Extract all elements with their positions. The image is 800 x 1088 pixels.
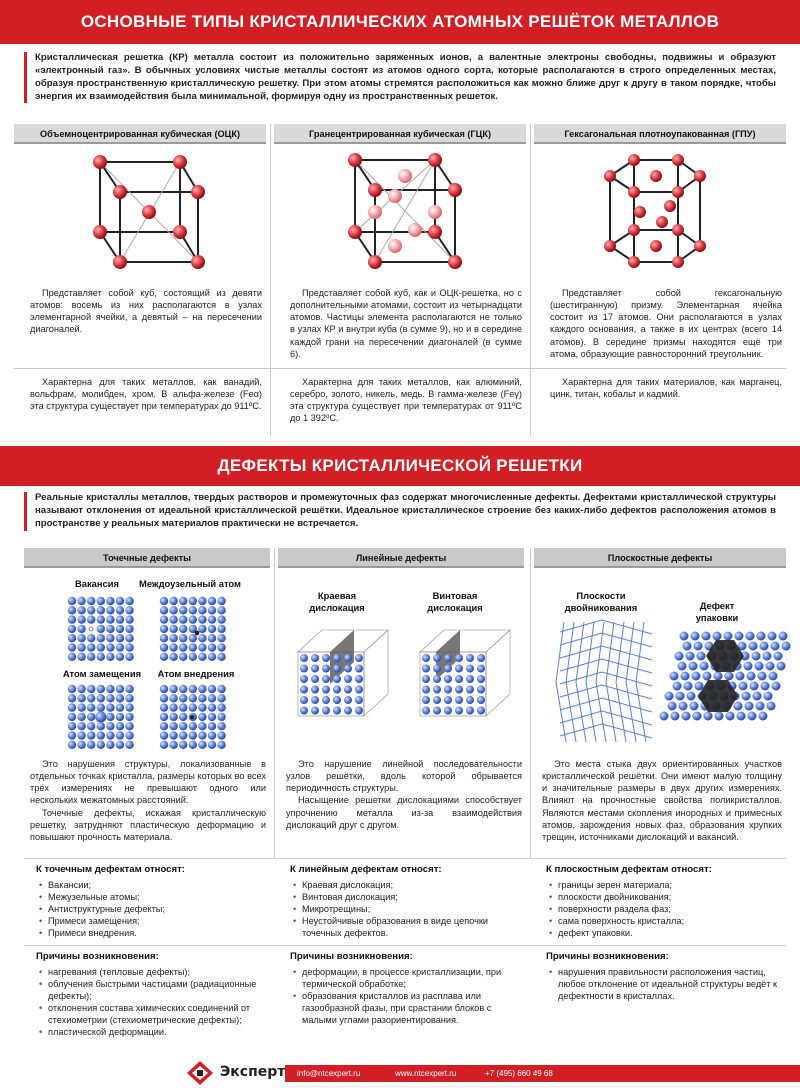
screw-dislocation-label: Винтовая дислокация xyxy=(427,590,483,614)
list-item: • плоскости двойникования; xyxy=(546,891,782,903)
linear-defects-column xyxy=(278,548,524,568)
interstitial-lattice-diagram xyxy=(158,596,228,662)
hcp-column xyxy=(534,124,786,144)
point-defects-list: К точечным дефектам относят: • Вакансии; • Межузельные атомы; • Антиструктурные дефекты; • Примеси замещения; • Примеси внедрения. xyxy=(36,864,266,939)
phone-number: +7 (495) 660 49 68 xyxy=(485,1069,553,1078)
fcc-lattice-diagram xyxy=(345,150,475,270)
insertion-label: Атом внедрения xyxy=(157,668,235,679)
list-item: • дефект упаковки. xyxy=(546,927,782,939)
email-link[interactable]: info@ntcexpert.ru xyxy=(297,1069,361,1078)
twin-planes-label: Плоскости двойникования xyxy=(564,590,638,614)
divider xyxy=(530,548,531,858)
bcc-lattice-diagram xyxy=(80,150,210,270)
linear-defects-list: К линейным дефектам относят: • Краевая дислокация; • Винтовая дислокация; • Микротрещины; • Неустойчивые образования в виде цепочки точечных дефектов. xyxy=(290,864,522,939)
bcc-metals: Характерна для таких металлов, как ванадий, вольфрам, молибден, хром. В альфа-железе (Feα) эта структура существует при температурах до 911ºС. xyxy=(30,377,262,412)
hcp-metals: Характерна для таких материалов, как марганец, цинк, титан, кобальт и кадмий. xyxy=(550,377,782,400)
list-item: • Антиструктурные дефекты; xyxy=(36,903,266,915)
substitution-lattice-diagram xyxy=(66,684,136,750)
list-item: • деформации, в процессе кристаллизации, при термической обработке; xyxy=(290,966,524,990)
divider xyxy=(274,548,275,858)
list-item: • Винтовая дислокация; xyxy=(290,891,522,903)
edge-dislocation-diagram xyxy=(292,618,392,718)
section1-title: ОСНОВНЫЕ ТИПЫ КРИСТАЛЛИЧЕСКИХ АТОМНЫХ РЕШЁТОК МЕТАЛЛОВ xyxy=(0,0,800,44)
divider xyxy=(270,124,271,436)
linear-defects-causes: Причины возникновения: • деформации, в процессе кристаллизации, при термической обработке; • образования кристаллов из расплава или газообразной фазы, при срастании блоков с малыми углами разориентирования. xyxy=(290,951,524,1026)
list-item: • Примеси замещения; xyxy=(36,915,266,927)
list-item: • Вакансии; xyxy=(36,879,266,891)
point-defects-heading: Точечные дефекты xyxy=(24,548,270,568)
edge-dislocation-label: Краевая дислокация xyxy=(309,590,365,614)
list-item: • сама поверхность кристалла; xyxy=(546,915,782,927)
linear-defects-description: Это нарушение линейной последовательности узлов решётки, вдоль которой обрывается периодичность структуры. Насыщение решетки дислокациями способствует упрочнению металла из-за взаимодействия дислокаций друг с другом. xyxy=(286,759,522,830)
screw-dislocation-diagram xyxy=(414,618,514,718)
list-item: • поверхности раздела фаз; xyxy=(546,903,782,915)
interstitial-label: Междоузельный атом xyxy=(139,578,241,589)
planar-defects-list: К плоскостным дефектам относят: • границы зерен материала; • плоскости двойникования; • поверхности раздела фаз; • сама поверхность кристалла; • дефект упаковки. xyxy=(546,864,782,939)
linear-defects-heading: Линейные дефекты xyxy=(278,548,524,568)
section2-intro: Реальные кристаллы металлов, твердых растворов и промежуточных фаз содержат многочисленные дефекты. Дефектами кристаллической структуры называют отклонения от идеальной кристаллической решётки. Идеальное кристаллическое строение без каких-либо дефектов расположения атомов в пространстве у реальных материалов практически не встречается. xyxy=(24,492,776,531)
point-defects-column xyxy=(24,548,270,568)
divider xyxy=(24,858,786,859)
hcp-heading: Гексагональная плотноупакованная (ГПУ) xyxy=(534,124,786,144)
list-item: • пластической деформации. xyxy=(36,1026,268,1038)
list-item: • Неустойчивые образования в виде цепочки точечных дефектов. xyxy=(290,915,522,939)
fcc-heading: Гранецентрированная кубическая (ГЦК) xyxy=(274,124,526,144)
footer xyxy=(0,1058,800,1088)
list-item: • границы зерен материала; xyxy=(546,879,782,891)
list-item: • отклонения состава химических соединений от стехиометрии (стехиометрические дефекты); xyxy=(36,1002,268,1026)
divider xyxy=(530,124,531,436)
twin-planes-diagram xyxy=(556,618,656,748)
vacancy-label: Вакансия xyxy=(74,578,119,589)
list-item: • облучения быстрыми частицами (радиационные дефекты); xyxy=(36,978,268,1002)
list-item: • образования кристаллов из расплава или газообразной фазы, при срастании блоков с малыми углами разориентирования. xyxy=(290,990,524,1026)
list-item: • нагревания (тепловые дефекты); xyxy=(36,966,268,978)
divider xyxy=(24,945,786,946)
insertion-lattice-diagram xyxy=(158,684,228,750)
point-defects-description: Это нарушения структуры, локализованные в отдельных точках кристалла, размеры которых во всех трёх измерениях не превышают одного или нескольких межатомных расстояний. Точечные дефекты, искажая кристаллическую решетку, затрудняют пластическую деформацию и повышают прочность материала. xyxy=(30,759,266,842)
substitution-label: Атом замещения xyxy=(62,668,142,679)
divider xyxy=(14,368,786,369)
fcc-metals: Характерна для таких металлов, как алюминий, серебро, золото, никель, медь. В гамма-железе (Feγ) эта структура существует при температурах от 911ºС до 1 392ºС. xyxy=(290,377,522,424)
vacancy-lattice-diagram xyxy=(66,596,136,662)
list-item: • Микротрещины; xyxy=(290,903,522,915)
section2-title: ДЕФЕКТЫ КРИСТАЛЛИЧЕСКОЙ РЕШЕТКИ xyxy=(0,446,800,486)
fcc-description: Представляет собой куб, как и ОЦК-решетка, но с дополнительными атомами, состоит из четырнадцати атомов. Частицы элемента располагаются не только в узлах КР и внутри куба (в сумме 9), но и в середине каждой грани на пересечении диагоналей (в сумме 6). xyxy=(290,288,522,359)
company-logo xyxy=(186,1060,286,1086)
logo-icon xyxy=(186,1060,214,1086)
planar-defects-causes: Причины возникновения: • нарушения правильности расположения частиц, любое отклонение от идеальной структуры ведёт к дефектности в кристаллах. xyxy=(546,951,782,1002)
bcc-heading: Объемноцентрированная кубическая (ОЦК) xyxy=(14,124,266,144)
list-item: • Краевая дислокация; xyxy=(290,879,522,891)
hcp-lattice-diagram xyxy=(600,150,720,270)
bcc-column xyxy=(14,124,266,144)
stacking-fault-label: Дефект упаковки xyxy=(695,600,739,624)
list-item: • Межузельные атомы; xyxy=(36,891,266,903)
hcp-description: Представляет собой гексагональную (шестигранную) призму. Элементарная ячейка состоит из 17 атомов. Они располагаются в узлах каждого основания, а также в их центрах (всего 14 атомов). В середине призмы находятся ещё три атома, образующие равносторонний треугольник. xyxy=(550,288,782,359)
planar-defects-column xyxy=(534,548,786,568)
stacking-fault-diagram xyxy=(664,630,782,730)
bcc-description: Представляет собой куб, состоящий из девяти атомов: восемь из них располагаются в узлах элементарной ячейки, а девятый – на пересечении диагоналей. xyxy=(30,288,262,335)
section1-intro: Кристаллическая решетка (КР) металла состоит из положительно заряженных ионов, а валентные электроны свободны, подвижны и образуют «электронный газ». В обычных условиях чистые металлы состоят из атомов одного сорта, которые располагаются в строго определенных местах, образуя пространственную кристаллическую решетку. При этом атомы стремятся расположиться как можно ближе друг к другу в таком порядке, чтобы энергия их взаимодействия была минимальной, формируя одну из пространственных решеток. xyxy=(24,52,776,103)
list-item: • Примеси внедрения. xyxy=(36,927,266,939)
point-defects-causes: Причины возникновения: • нагревания (тепловые дефекты); • облучения быстрыми частицами (радиационные дефекты); • отклонения состава химических соединений от стехиометрии (стехиометрические дефекты); • пластической деформации. xyxy=(36,951,268,1039)
planar-defects-description: Это места стыка двух ориентированных участков кристаллической решётки. Они имеют малую толщину и значительные размеры в двух других измерениях. Влияют на прочностные свойства поликристаллов. Являются местами скопления инородных и примесных атомов, зарождения новых фаз, образования хрупких трещин, источниками дислокаций и вакансий. xyxy=(542,759,782,842)
footer-contacts xyxy=(285,1065,800,1082)
fcc-column xyxy=(274,124,526,144)
website-link[interactable]: www.ntcexpert.ru xyxy=(395,1069,457,1078)
brand-name: Эксперт xyxy=(220,1064,286,1080)
list-item: • нарушения правильности расположения частиц, любое отклонение от идеальной структуры ведёт к дефектности в кристаллах. xyxy=(546,966,782,1002)
planar-defects-heading: Плоскостные дефекты xyxy=(534,548,786,568)
